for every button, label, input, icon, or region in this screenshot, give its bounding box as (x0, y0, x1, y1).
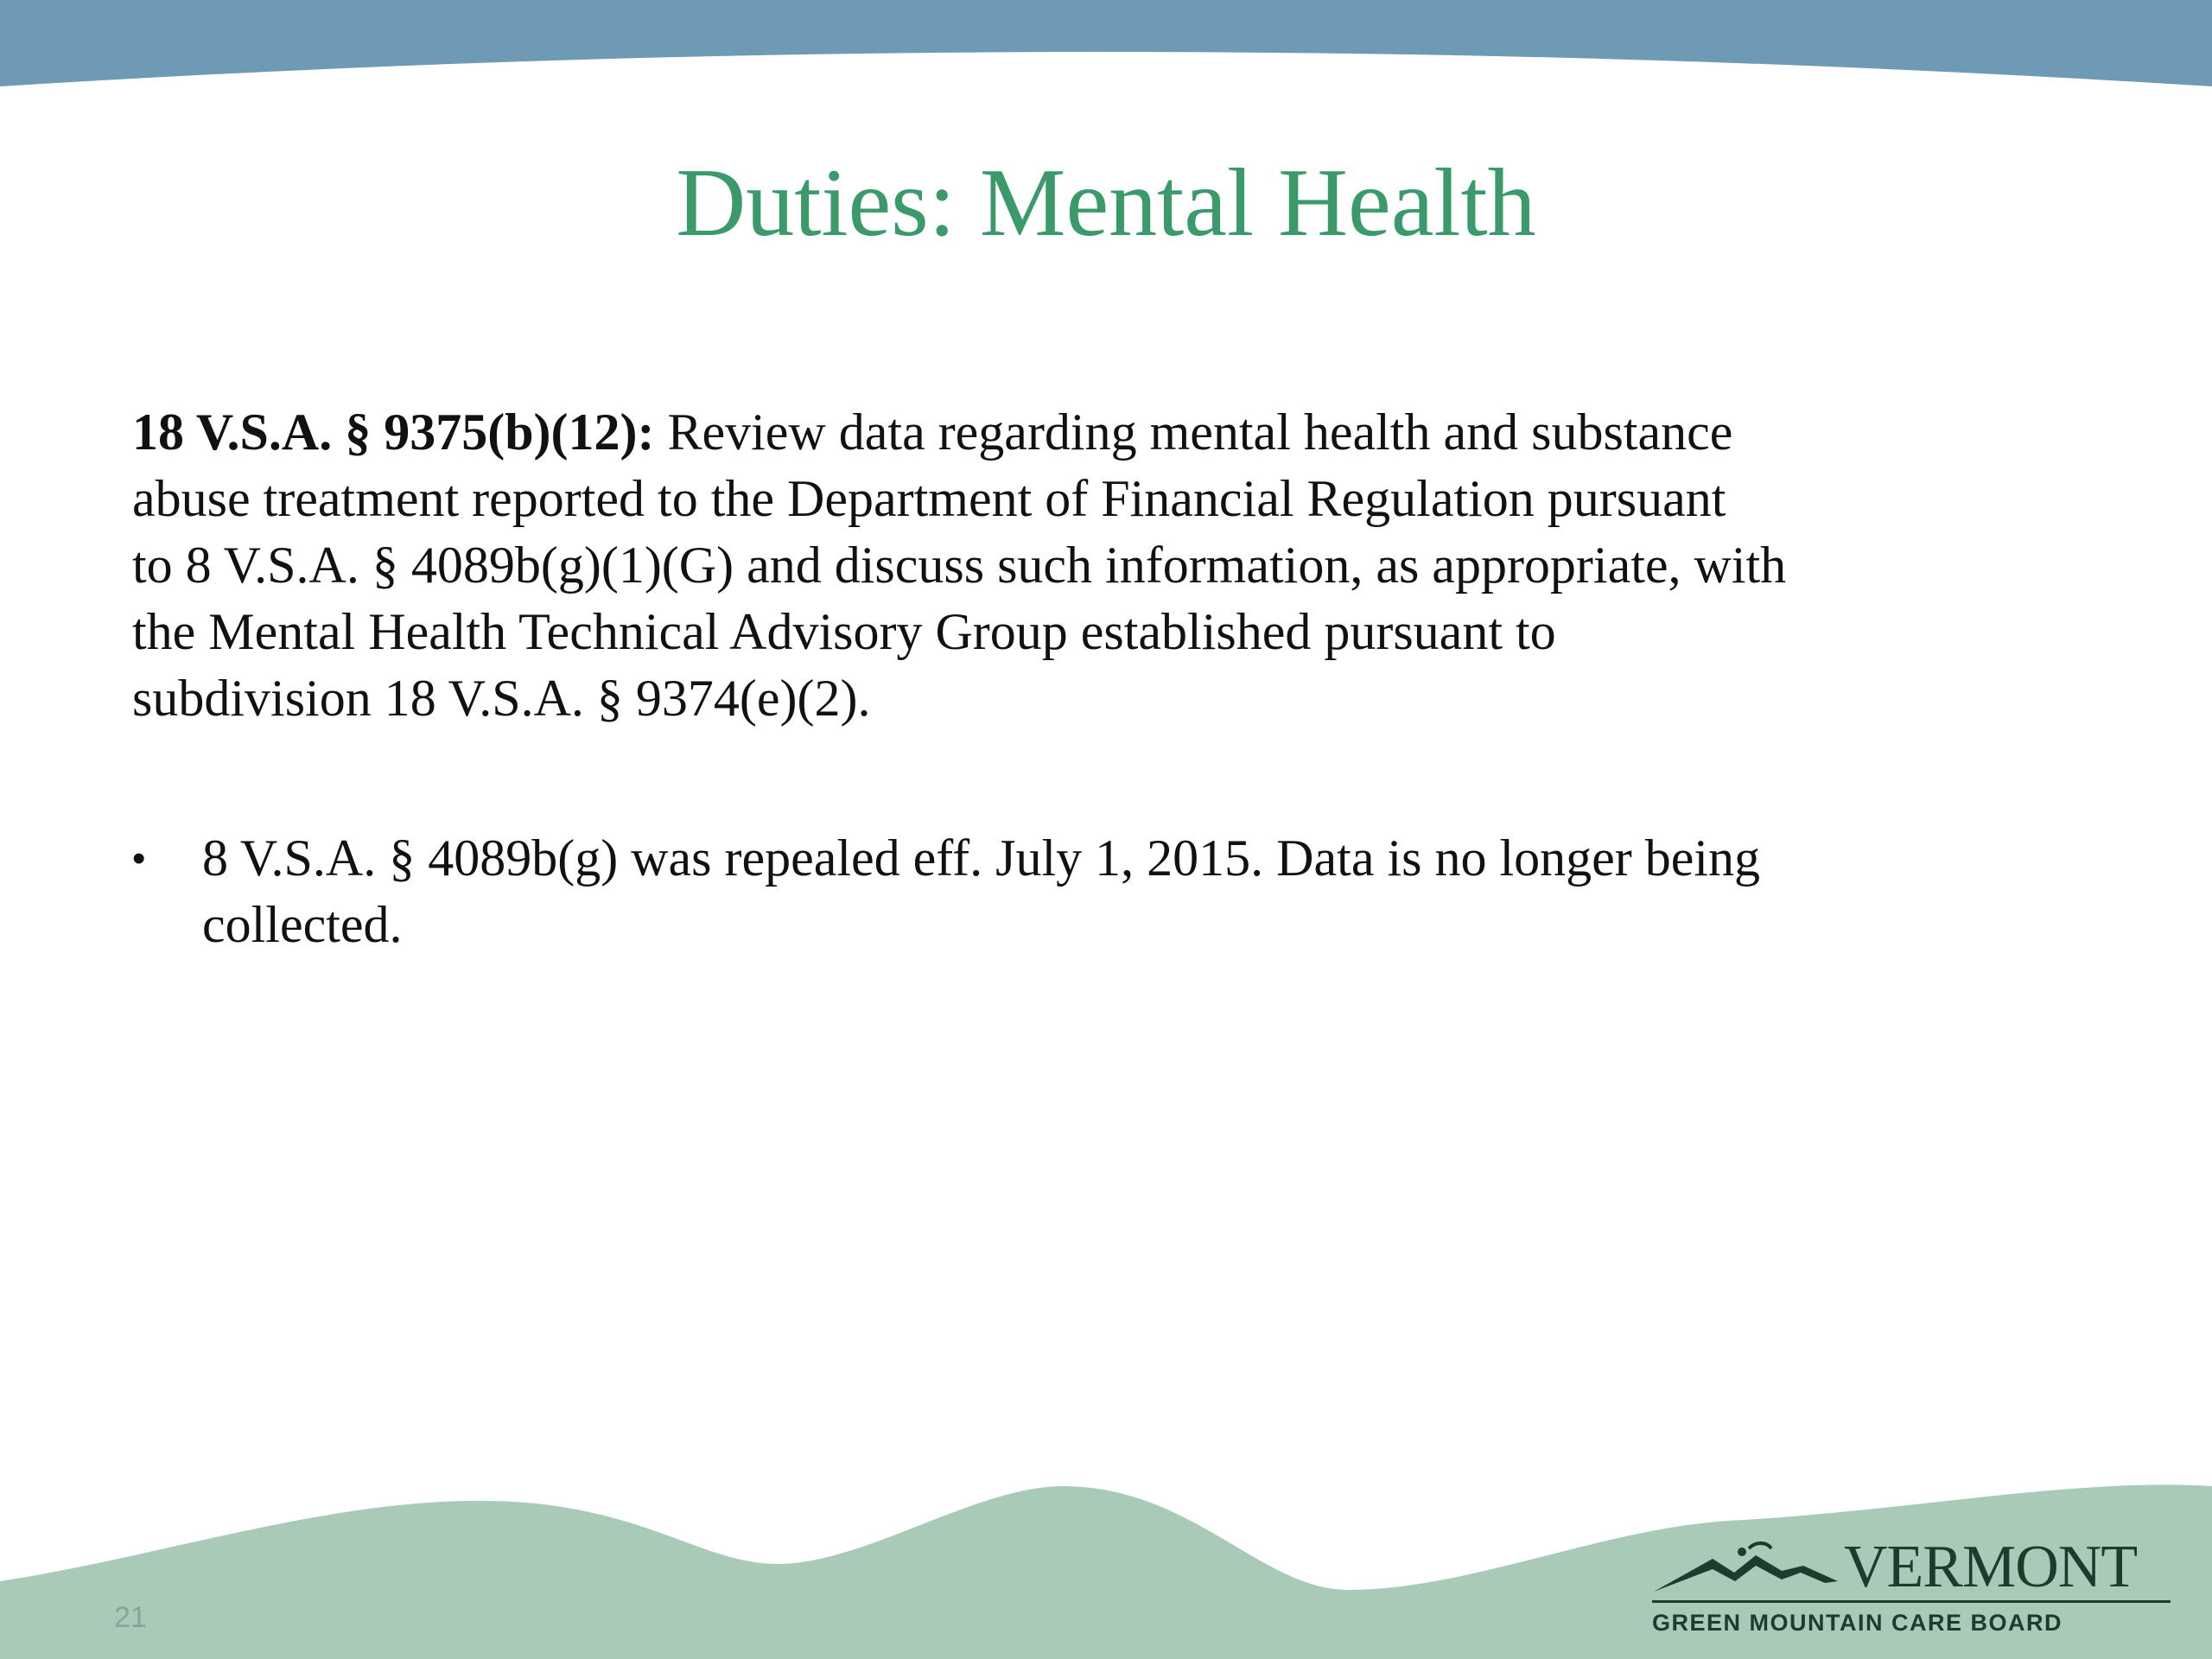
top-header-band (0, 0, 2212, 95)
bullet-line-1: 8 V.S.A. § 4089b(g) was repealed eff. July 1, 2015. Data is no longer being (202, 830, 1761, 887)
mountain-icon (1652, 1540, 1842, 1593)
bullet-line-2: collected. (202, 896, 403, 953)
body-line-4: the Mental Health Technical Advisory Group established pursuant to (132, 603, 1556, 660)
body-line-5: subdivision 18 V.S.A. § 9374(e)(2). (132, 670, 871, 727)
bullet-text (202, 825, 2033, 958)
bullet-item (132, 825, 2033, 958)
statute-citation: 18 V.S.A. § 9375(b)(12): (132, 404, 655, 461)
statute-paragraph (132, 399, 2085, 732)
bullet-marker: • (132, 837, 146, 880)
gmcb-logo (1652, 1534, 2171, 1643)
slide-title: Duties: Mental Health (676, 149, 1536, 257)
logo-vermont-text: VERMONT (1844, 1534, 2138, 1600)
body-line-3: to 8 V.S.A. § 4089b(g)(1)(G) and discuss such information, as appropriate, with (132, 537, 1787, 594)
logo-divider (1652, 1600, 2171, 1603)
page-number: 21 (114, 1601, 147, 1634)
body-line-2: abuse treatment reported to the Department of Financial Regulation pursuant (132, 470, 1726, 527)
body-line-1: Review data regarding mental health and substance (654, 404, 1733, 461)
logo-board-text: GREEN MOUNTAIN CARE BOARD (1652, 1610, 2063, 1636)
